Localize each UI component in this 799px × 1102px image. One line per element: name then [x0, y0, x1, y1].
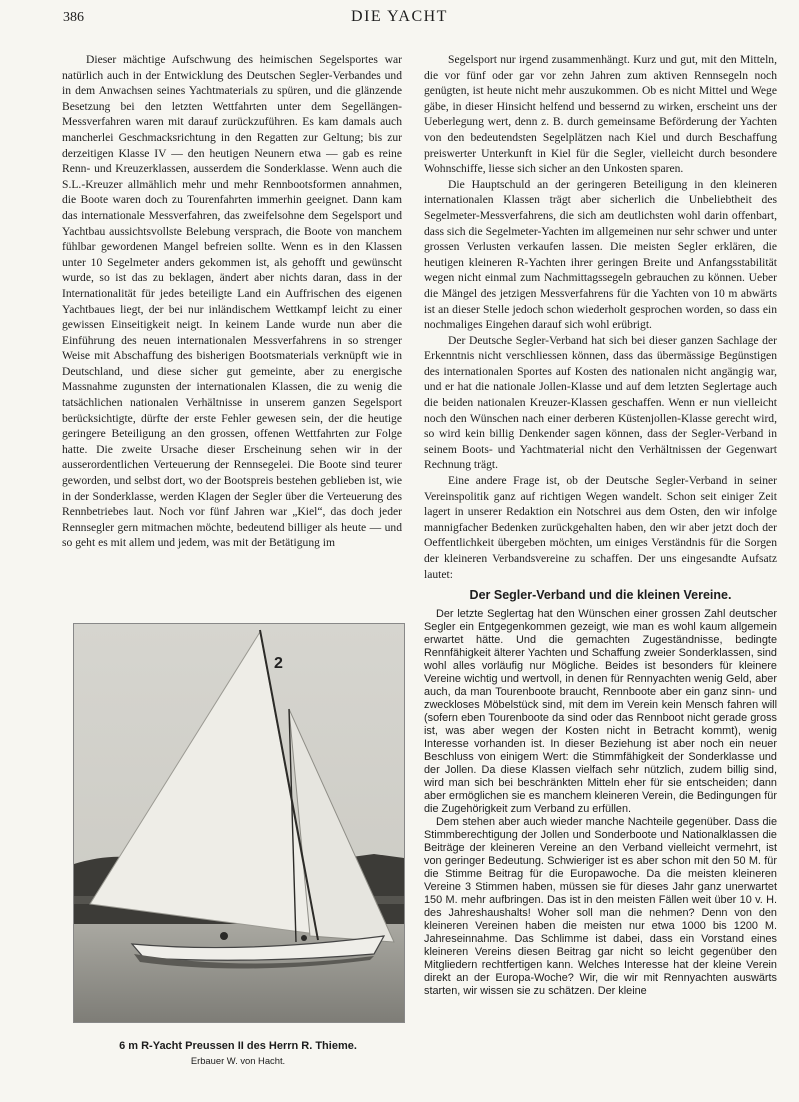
paragraph: Der Deutsche Segler-Verband hat sich bei dieser ganzen Sachlage der Erkenntnis nicht verschliessen können, dass das übermässige Begünstigen des internationalen Sportes auf Kosten des nationalen nicht angängig war, und er hat die nationale Jollen-Klasse und auf dem letzten Seglertage auch die beiden nationalen Kreuzer-Klassen geschaffen. Wenn er nun vielleicht noch den Wünschen nach einer derberen Küstenjollen-Klasse gerecht wird, so wird kein billig Denkender sagen können, dass der Segler-Verband in seinem Boots- und Yachtmaterial nicht den Verhältnissen der Gegenwart Rechnung trägt. [424, 333, 777, 472]
running-title: DIE YACHT [351, 8, 448, 25]
article-heading: Der Segler-Verband und die kleinen Vereine. [469, 588, 732, 603]
paragraph: Eine andere Frage ist, ob der Deutsche Segler-Verband in seiner Vereinspolitik ganz auf richtigen Wegen wandelt. Schon seit einiger Zeit lagert in unserer Redaktion ein Notschrei aus dem Osten, den wir infolge mannigfacher Bedenken zurückgehalten haben, den wir aber jetzt doch der Oeffentlichkeit übergeben möchten, um einiges Verständnis für die Sorgen der kleineren Verbandsvereine zu schaffen. Der uns eingesandte Aufsatz lautet: [424, 474, 777, 581]
caption-title: 6 m R-Yacht Preussen II des Herrn R. Thieme. [119, 1040, 357, 1052]
article-paragraph: Der letzte Seglertag hat den Wünschen einer grossen Zahl deutscher Segler ein Entgegenkommen gezeigt, wie man es wohl kaum allgemein erwartet hätte. Und die gemachten Zugeständnisse, bedingte Rennfähigkeit älterer Yachten und Schaffung zweier Sonderklassen, sind wohl alles vorläufig nur Mögliche. Beides ist besonders für kleinere Vereine wichtig und wertvoll, in denen für Rennyachten wenig Geld, aber auch, da man Tourenboote braucht, Rennboote aber ein ganz sinn- und zweckloses Möbelstück sind, mit dem im Verein kein Mensch fahren will (sofern eben Tourenboote da sind oder das Rennboot nicht gerade gross ist, was aber wegen der Kosten nicht in Betracht kommt), wenig Interesse vorhanden ist. In dieser Beziehung ist aber noch ein neuer Beschluss von einigem Wert: die Stimmfähigkeit der Sonderklasse und der Jollen. Da diese Klassen vielfach sehr nützlich, zudem billig sind, wird man sich bei beschränkten Mitteln eher für sie entscheiden; dann aber ermöglichen sie es manchem kleineren Verein, die Bedingungen für die Zugehörigkeit zum Verband zu erfüllen. [424, 607, 777, 815]
sail-number: 2 [274, 655, 283, 672]
sailor [301, 935, 307, 941]
paragraph: Dieser mächtige Aufschwung des heimischen Segelsportes war natürlich auch in der Entwicklung des Deutschen Segler-Verbandes und in dem Anwachsen seines Yachtmaterials zu spüren, und die glänzende Besetzung bei den letzten Wettfahrten unter dem Segellängen-Messverfahren waren mit darauf zurückzuführen. Es kam damals auch mancherlei Geschmacksrichtung in den Regatten zur Geltung; bis zur derzeitigen Klasse IV — den heutigen Neunern etwa — gab es reine Renn- und Kreuzerklassen, ausserdem die Sonderklasse. Wenn auch die S.L.-Kreuzer allmählich mehr und mehr Rennbootsformen annahmen, die Boote waren doch zu Tourenfahrten immerhin geeignet. Dann kam das internationale Messverfahren, das zweifelsohne dem Segelsport und Yachtbau aussichtsvollste Belebung versprach, die Boote von manchem fühlbar gewordenen Mangel befreien sollte. Wenn es in den Klassen unter 10 Segelmeter anders gekommen ist, als gehofft und gewünscht wurde, so ist das zu beklagen, ändert aber nichts daran, dass in der Internationalität für jedes beteiligte Land ein Auffrischen des eigenen Yachtbaues liegt, der bei nur inländischem Wettkampf leicht zu einer gewissen Einseitigkeit neigt. In keinem Lande wurde nun aber die Einführung des neuen internationalen Messverfahrens in so strenger Weise mit Abschaffung des bisherigen Bootsmaterials verknüpft wie in Deutschland, und diese sicher gut gemeinte, aber zu energische Massnahme zugunsten der internationalen Klassen, die zu wenig die tatsächlichen nationalen Verhältnisse in unserem ganzen Segelsport berücksichtigte, dürfte der erste Fehler gewesen sein, der die heutige geringere Beteiligung an den grossen, offenen Wettfahrten zur Folge hatte. Die zweite Ursache dieser Erscheinung sehen wir in der ausserordentlichen Verteuerung der Rennsegelei. Die Boote sind teurer geworden, und selbst dort, wo der Bootspreis bestehen geblieben ist, wie in der Sonderklasse, werden Klagen der Segler über die Verteuerung des Rennbetriebes laut. Noch vor fünf Jahren war „Kiel“, das doch jeder Rennsegler gern mitmachen möchte, bedeutend billiger als heute — und so geht es mit allem und jedem, was mit der Betätigung im [62, 53, 402, 550]
figure-caption [62, 1040, 414, 1066]
paragraph: Die Hauptschuld an der geringeren Beteiligung in den kleineren internationalen Klassen trägt aber sicherlich die Unbeliebtheit des Segelmeter-Messverfahrens, die sich am deutlichsten wohl darin offenbart, dass sich die Segelmeter-Yachten im allgemeinen nur sehr schwer und unter grossen Verlusten verkaufen lassen. Die meisten Segler erklären, die heutigen kleineren R-Yachten ihrer geringen Breite und Anfangsstabilität wegen nicht einmal zum Nachmittagssegeln gebrauchen zu können. Ueber die Mängel des jetzigen Messverfahrens für die Yachten von 10 m abwärts ist an dieser Stelle jedoch schon wiederholt gesprochen worden, so dass ein nochmaliges Eingehen darauf sich wohl erübrigt. [424, 177, 777, 332]
article-paragraph: Dem stehen aber auch wieder manche Nachteile gegenüber. Dass die Stimmberechtigung der Jollen und Sonderboote und Nationalklassen die Beiträge der kleineren Vereine an den Verband vielleicht vermehrt, ist von geringer Bedeutung. Schwieriger ist es aber schon mit den 50 M. für die Stimme Beitrag für die Europawoche. Da die meisten kleineren Vereine 3 Stimmen haben, müssen sie für dieses Jahr ganz unerwartet 150 M. mehr aufbringen. Das ist in den meisten Fällen weit über 10 v. H. des Jahreshaushalts! Woher soll man die nehmen? Denn von den kleineren Vereinen haben die meisten nur etwa 1000 bis 1200 M. Jahreseinnahme. Das Schlimme ist dabei, dass ein Vorstand eines kleineren Vereins diesen Beitrag gar nicht so leicht gegenüber den Mitgliedern rechtfertigen kann. Welches Interesse hat der kleine Verein direkt an der Europa-Woche? Wir, die wir mit Rennyachten auswärts starten, wir wissen sie zu schätzen. Der kleine [424, 815, 777, 997]
left-column [62, 52, 402, 551]
sailor [220, 932, 228, 940]
caption-credit: Erbauer W. von Hacht. [190, 1055, 286, 1066]
page-number: 386 [63, 10, 84, 25]
yacht-photo [73, 623, 405, 1023]
right-column [424, 52, 777, 998]
paragraph: Segelsport nur irgend zusammenhängt. Kurz und gut, mit den Mitteln, die vor fünf oder gar vor zehn Jahren zum aktiven Rennsegeln noch genügten, ist heute nicht mehr auszukommen. Ob es nicht Mittel und Wege gäbe, in dieser Hinsicht helfend und bessernd zu wirken, erscheint uns der Ueberlegung wert, denn z. B. durch gemeinsame Beförderung der Yachten von den bedeutendsten Segelplätzen nach Kiel und durch Beschaffung preiswerter Unterkunft in Kiel für die Segler, vielleicht durch besondere Wohnschiffe, liesse sich sicher an den Unkosten sparen. [424, 53, 777, 176]
sailboat-illustration [74, 624, 404, 1022]
